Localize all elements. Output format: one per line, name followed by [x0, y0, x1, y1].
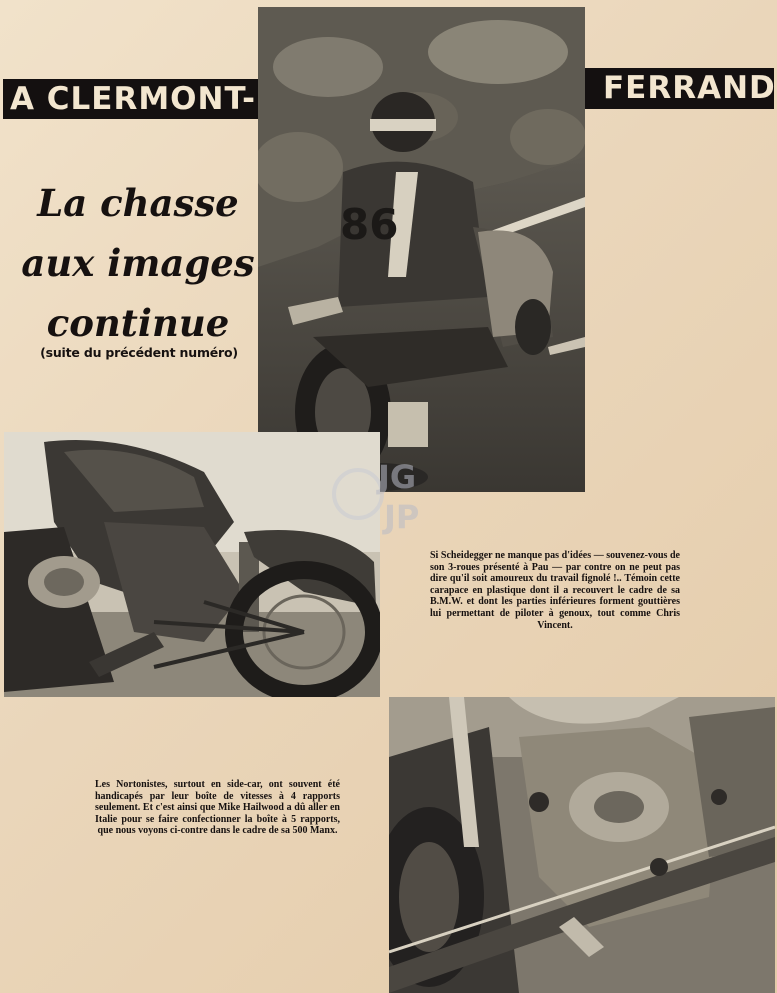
subtitle: (suite du précédent numéro): [40, 345, 238, 360]
photo-manx-gearbox: [389, 697, 775, 993]
banner-right: FERRAND: [583, 68, 774, 109]
gearbox-photo-illustration: [389, 697, 775, 993]
headline-line-2: aux images: [21, 241, 255, 285]
headline-line-1: La chasse: [37, 181, 239, 225]
caption-scheidegger: Si Scheidegger ne manque pas d'idées — souvenez-vous de son 3-roues présenté à Pau — par contre on ne peut pas dire qu'il soit amoureux du travail fignolé !.. Témoin cette carapace en plastique dont il a recouvert le cadre de sa B.M.W. et dont les parties inférieures forment gouttières lui permettant de piloter à genoux, tout comme Chris Vincent.: [430, 550, 680, 631]
watermark-jp: JP: [384, 498, 420, 536]
headline-line-3: continue: [46, 301, 230, 345]
photo-rider-86: [258, 7, 585, 492]
headline: [12, 173, 264, 353]
rider-photo-illustration: [258, 7, 585, 492]
carapace-photo-illustration: [4, 432, 380, 697]
banner-left: A CLERMONT-: [3, 79, 259, 119]
rider-number-86: 86: [340, 200, 399, 249]
caption-nortonistes: Les Nortonistes, surtout en side-car, ont souvent été handicapés par leur boîte de vitesses à 4 rapports seulement. Et c'est ainsi que Mike Hailwood a dû aller en Italie pour se faire confectionner la boîte à 5 rapports, que nous voyons ci-contre dans le cadre de sa 500 Manx.: [95, 779, 340, 837]
watermark-graphic: [328, 452, 458, 537]
photo-bmw-carapace: [4, 432, 380, 697]
watermark-jg: JG: [378, 458, 417, 496]
jg-jp-watermark: [328, 452, 458, 537]
